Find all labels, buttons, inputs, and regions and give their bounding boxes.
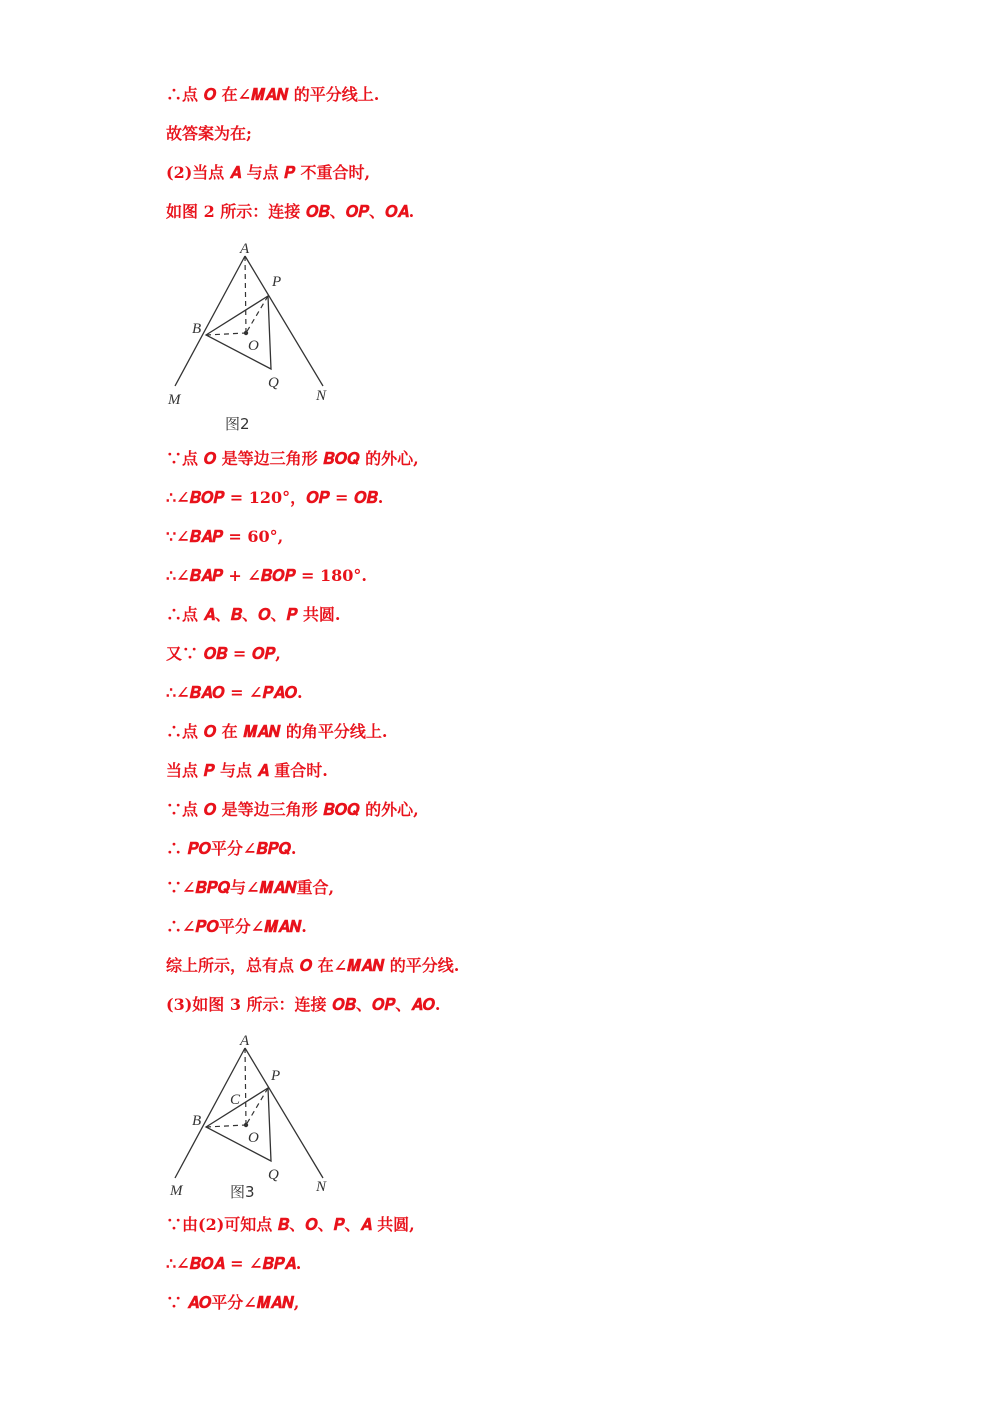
label-M: M xyxy=(170,1183,183,1199)
text-line: ∵点 𝑶 是等边三角形 𝑩𝑶𝑸 的外心, xyxy=(166,800,419,819)
text-line: ∵ 𝑨𝑶平分∠𝑴𝑨𝑵, xyxy=(166,1293,300,1312)
label-M: M xyxy=(168,392,181,408)
label-O: O xyxy=(248,1130,259,1146)
label-Q: Q xyxy=(268,1167,279,1183)
text-line: ∵∠𝑩𝑷𝑸与∠𝑴𝑨𝑵重合, xyxy=(166,878,335,897)
label-B: B xyxy=(192,1113,202,1129)
label-P: P xyxy=(271,1068,281,1084)
text-line: ∵由(2)可知点 𝑩、𝑶、𝑷、𝑨 共圆, xyxy=(166,1215,415,1234)
text-line: (2)当点 𝑨 与点 𝑷 不重合时, xyxy=(166,163,371,182)
figure-3 xyxy=(160,1028,360,1206)
label-Q: Q xyxy=(268,375,279,391)
label-N: N xyxy=(316,1179,327,1195)
text-line: ∴∠𝑩𝑶𝑷 = 120°，𝑶𝑷 = 𝑶𝑩. xyxy=(166,488,384,507)
figure-2 xyxy=(160,236,360,441)
text-line: 故答案为在; xyxy=(166,124,252,143)
label-B: B xyxy=(192,321,202,337)
text-line: ∴点 𝑶 在∠𝑴𝑨𝑵 的平分线上. xyxy=(166,85,380,104)
text-line: ∴点 𝑶 在 𝑴𝑨𝑵 的角平分线上. xyxy=(166,722,388,741)
text-line: ∴点 𝑨、𝑩、𝑶、𝑷 共圆. xyxy=(166,605,341,624)
text-line: ∴∠𝑷𝑶平分∠𝑴𝑨𝑵. xyxy=(166,917,307,936)
text-line: 当点 𝑷 与点 𝑨 重合时. xyxy=(166,761,328,780)
label-C: C xyxy=(230,1092,241,1108)
text-line: ∵∠𝑩𝑨𝑷 = 60°, xyxy=(166,527,284,546)
text-line: ∴∠𝑩𝑨𝑶 = ∠𝑷𝑨𝑶. xyxy=(166,683,303,702)
text-line: ∴∠𝑩𝑨𝑷 + ∠𝑩𝑶𝑷 = 180°. xyxy=(166,566,367,585)
text-line: ∴∠𝑩𝑶𝑨 = ∠𝑩𝑷𝑨. xyxy=(166,1254,302,1273)
label-N: N xyxy=(316,388,327,404)
label-A: A xyxy=(240,1033,250,1049)
text-line: ∵点 𝑶 是等边三角形 𝑩𝑶𝑸 的外心, xyxy=(166,449,419,468)
figure-caption: 图3 xyxy=(230,1183,255,1201)
text-line: ∴ 𝑷𝑶平分∠𝑩𝑷𝑸. xyxy=(166,839,297,858)
label-P: P xyxy=(272,274,282,290)
text-line: 又∵ 𝑶𝑩 = 𝑶𝑷, xyxy=(166,644,281,663)
figure-caption: 图2 xyxy=(225,415,250,433)
text-line: 如图 2 所示：连接 𝑶𝑩、𝑶𝑷、𝑶𝑨. xyxy=(166,202,415,221)
label-O: O xyxy=(248,338,259,354)
text-line: (3)如图 3 所示：连接 𝑶𝑩、𝑶𝑷、𝑨𝑶. xyxy=(166,995,441,1014)
label-A: A xyxy=(240,241,250,257)
text-line: 综上所示，总有点 𝑶 在∠𝑴𝑨𝑵 的平分线. xyxy=(166,956,460,975)
